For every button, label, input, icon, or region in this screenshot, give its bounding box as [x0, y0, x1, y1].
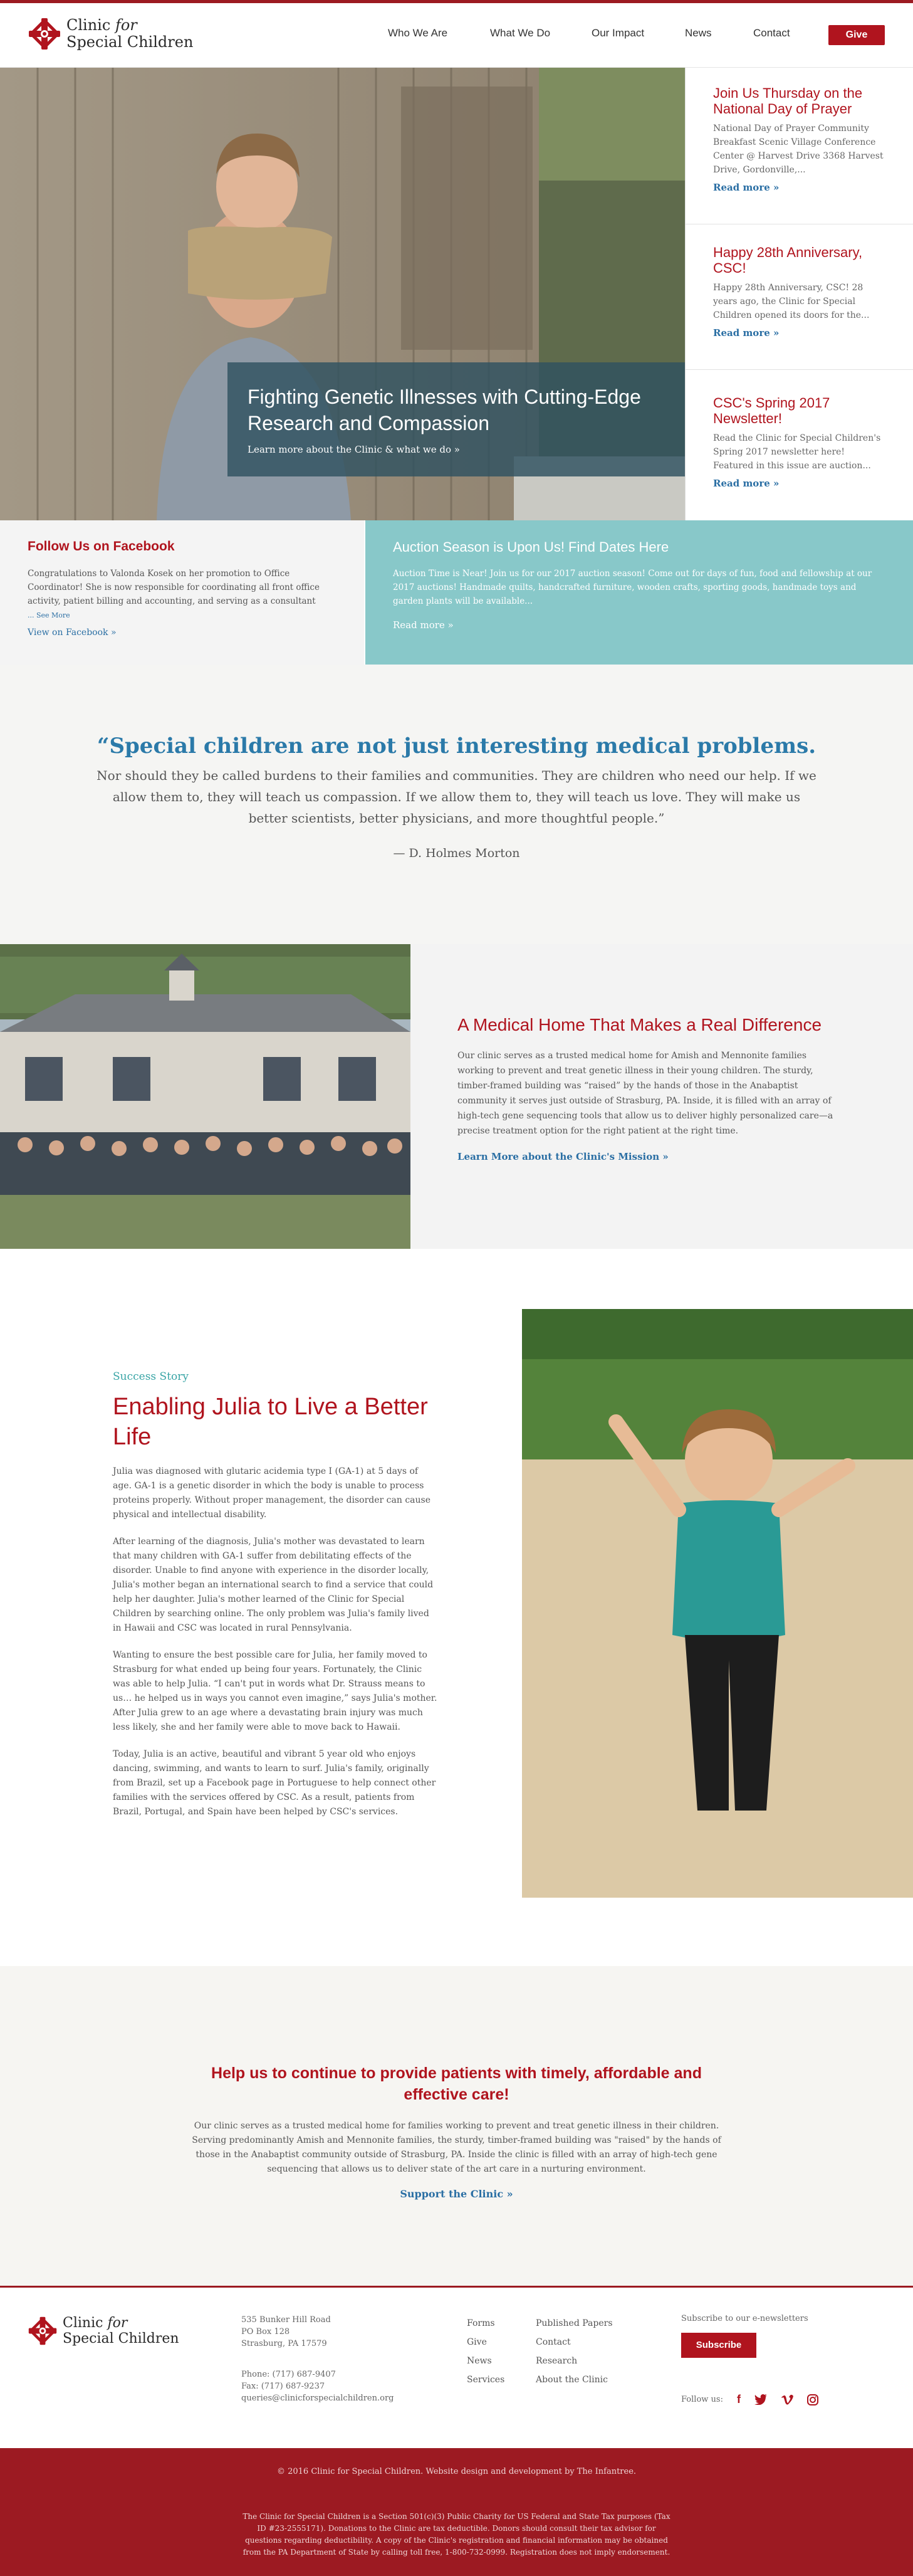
- site-footer: [0, 2286, 913, 2448]
- nav-our-impact[interactable]: Our Impact: [592, 27, 645, 39]
- subscribe-label: Subscribe to our e-newsletters: [681, 2314, 808, 2323]
- news-title[interactable]: CSC's Spring 2017 Newsletter!: [713, 395, 830, 426]
- nav-what-we-do[interactable]: What We Do: [490, 27, 551, 39]
- follow-us: [681, 2393, 818, 2406]
- phone-number: Phone: (717) 687-9407: [241, 2370, 336, 2379]
- news-excerpt: Read the Clinic for Special Children's Spring 2017 newsletter here! Featured in this issue are auction...: [713, 433, 881, 471]
- vimeo-icon[interactable]: [781, 2394, 793, 2405]
- nav-contact[interactable]: Contact: [753, 27, 790, 39]
- instagram-icon[interactable]: [807, 2394, 818, 2405]
- medical-home-panel: [410, 944, 913, 1249]
- auction-text: Auction Time is Near! Join us for our 2017 auction season! Come out for days of fun, food and fellowship at our 2017 auctions! Handmade quilts, handcrafted furniture, wooden crafts, sporting goods, handmade toys and garden plants will be available...: [393, 569, 872, 606]
- copyright-text: © 2016 Clinic for Special Children. Website design and development by The Infantree.: [276, 2467, 637, 2476]
- twitter-icon[interactable]: [754, 2394, 767, 2405]
- news-read-more-link[interactable]: Read more »: [713, 182, 780, 193]
- footer-link-about[interactable]: About the Clinic: [536, 2375, 608, 2385]
- news-item: [686, 85, 913, 224]
- view-on-facebook-link[interactable]: View on Facebook »: [28, 628, 117, 638]
- legal-footer: [0, 2448, 913, 2576]
- footer-link-give[interactable]: Give: [467, 2337, 487, 2347]
- success-story-title: Enabling Julia to Live a Better Life: [113, 1394, 428, 1450]
- facebook-title: Follow Us on Facebook: [28, 539, 175, 554]
- email-link[interactable]: queries@clinicforspecialchildren.org: [241, 2394, 394, 2403]
- success-story-section: [0, 1249, 913, 1966]
- auction-read-more-link[interactable]: Read more »: [393, 619, 454, 631]
- success-paragraph: Wanting to ensure the best possible care for Julia, her family moved to Strasburg for what ended up being four years. Fortunately, the Clinic was able to help Julia. “I can't put in words what Dr. Strauss means to us… he helped us in ways you cannot even imagine,” says Julia's mother. After Julia grew to an age where a devastating brain injury was much less likely, she and her family were able to move back to Hawaii.: [113, 1650, 437, 1732]
- facebook-post-text: [28, 567, 337, 623]
- footer-link-published-papers[interactable]: Published Papers: [536, 2318, 613, 2328]
- facebook-panel: [0, 520, 364, 665]
- facebook-see-more-link[interactable]: ... See More: [28, 611, 70, 619]
- support-title: Help us to continue to provide patients with timely, affordable and effective care!: [211, 2064, 702, 2103]
- address-line: 535 Bunker Hill Road: [241, 2315, 331, 2325]
- address-line: PO Box 128: [241, 2327, 290, 2337]
- news-read-more-link[interactable]: Read more »: [713, 327, 780, 339]
- success-paragraph: Julia was diagnosed with glutaric acidemia type I (GA-1) at 5 days of age. GA-1 is a genetic disorder in which the body is unable to process proteins properly. Without proper management, the disorder can cause physical and intellectual disability.: [113, 1466, 431, 1520]
- julia-photo-illustration: [522, 1309, 913, 1898]
- site-header: [0, 3, 913, 68]
- footer-logo[interactable]: [28, 2315, 179, 2347]
- quote-author: — D. Holmes Morton: [393, 846, 520, 860]
- clinic-photo-illustration: [0, 944, 410, 1249]
- news-item: [686, 395, 913, 520]
- clinic-building-photo: [0, 944, 410, 1249]
- address-line: Strasburg, PA 17579: [241, 2339, 327, 2348]
- medical-home-text: Our clinic serves as a trusted medical home for Amish and Mennonite families working to prevent and treat genetic illness in their young children. The sturdy, timber-framed building was “raised” by the hands of those in the Anabaptist community it serves just outside of Strasburg, PA. Inside, it is filled with an array of high-tech gene sequencing tools that allow us to deliver highly personalized care—a precise treatment option for the right patient at the right time.: [457, 1051, 833, 1136]
- nav-news[interactable]: News: [685, 27, 712, 39]
- footer-logo-text-clinic: Clinic: [63, 2315, 103, 2331]
- medical-home-title: A Medical Home That Makes a Real Difference: [457, 1015, 822, 1034]
- support-text: Our clinic serves as a trusted medical home for families working to prevent and treat genetic illness in their children. Serving predominantly Amish and Mennonite families, the sturdy, timber-framed building was "raised" by the hands of those in the Anabaptist community outside of Strasburg, PA. Inside the clinic is filled with an array of high-tech gene sequencing that allows us to deliver state of the art care in a nurturing environment.: [192, 2121, 721, 2174]
- fax-number: Fax: (717) 687-9237: [241, 2382, 325, 2391]
- news-title[interactable]: Happy 28th Anniversary, CSC!: [713, 244, 863, 276]
- footer-links-col2: [536, 2314, 613, 2389]
- auction-panel: [365, 520, 913, 665]
- give-button[interactable]: Give: [828, 25, 885, 45]
- quote-section: [0, 665, 913, 944]
- facebook-post-body: Congratulations to Valonda Kosek on her promotion to Office Coordinator! She is now responsible for coordinating all front office activity, patient billing and accounting, and serving as a consultant: [28, 569, 320, 606]
- footer-link-news[interactable]: News: [467, 2356, 492, 2366]
- clinic-mission-link[interactable]: Learn More about the Clinic's Mission »: [457, 1151, 669, 1162]
- clinic-logo-icon: [28, 2316, 58, 2346]
- news-read-more-link[interactable]: Read more »: [713, 478, 780, 489]
- footer-logo-text-special-children: Special Children: [63, 2331, 179, 2347]
- auction-title[interactable]: Auction Season is Upon Us! Find Dates Here: [393, 539, 669, 555]
- hero-learn-more-link[interactable]: Learn more about the Clinic & what we do »: [248, 444, 460, 455]
- news-sidebar: [685, 68, 913, 520]
- facebook-icon[interactable]: f: [736, 2393, 741, 2405]
- hero-caption: [227, 362, 685, 476]
- logo-text-clinic: Clinic: [66, 16, 111, 34]
- quote-body: Nor should they be called burdens to their families and communities. They are children who need our help. If we allow them to, they will teach us compassion. If we allow them to, they will teach us love. They will make us better scientists, better physicians, and more thoughtful people.”: [97, 768, 816, 826]
- quote-headline: “Special children are not just interesting medical problems.: [97, 733, 816, 759]
- success-paragraph: Today, Julia is an active, beautiful and vibrant 5 year old who enjoys dancing, swimming, and wants to learn to surf. Julia's family, originally from Brazil, set up a Facebook page in Portuguese to help connect other families with the services offered by CSC. As a result, patients from Brazil, Portugal, and Spain have been helped by CSC's services.: [113, 1749, 436, 1817]
- footer-link-forms[interactable]: Forms: [467, 2318, 495, 2328]
- logo-text-special-children: Special Children: [66, 33, 194, 51]
- nav-who-we-are[interactable]: Who We Are: [388, 27, 448, 39]
- news-item: [686, 244, 913, 370]
- footer-logo-text-for: for: [107, 2315, 128, 2331]
- subscribe-button[interactable]: Subscribe: [681, 2333, 756, 2358]
- news-excerpt: Happy 28th Anniversary, CSC! 28 years ago, the Clinic for Special Children opened its doors for the...: [713, 283, 870, 320]
- hero-heading: Fighting Genetic Illnesses with Cutting-Edge Research and Compassion: [248, 386, 641, 434]
- hero-image: [0, 68, 685, 520]
- footer-address: [241, 2314, 394, 2404]
- footer-link-research[interactable]: Research: [536, 2356, 578, 2366]
- success-paragraph: After learning of the diagnosis, Julia's mother was devastated to learn that many children with GA-1 suffer from debilitating effects of the disorder. Unable to find anyone with experience in the disorder locally, Julia's mother began an international search to find a service that could help her daughter. Julia's mother learned of the Clinic for Special Children by searching online. The only problem was Julia's family lived in Hawaii and CSC was located in rural Pennsylvania.: [113, 1537, 434, 1633]
- footer-link-services[interactable]: Services: [467, 2375, 505, 2385]
- legal-text: The Clinic for Special Children is a Section 501(c)(3) Public Charity for US Federal and State Tax purposes (Tax ID #23-2555171). Donations to the Clinic are tax deductible. Donors should consult their tax advisor for questions regarding deductibility. A copy of the Clinic's registration and financial information may be obtained from the PA Department of State by calling toll free, 1-800-732-0999. Registration does not imply endorsement.: [243, 2512, 670, 2557]
- clinic-logo-icon: [28, 17, 61, 51]
- site-logo[interactable]: [28, 17, 193, 51]
- support-clinic-link[interactable]: Support the Clinic »: [400, 2188, 513, 2200]
- logo-text-for: for: [115, 16, 137, 34]
- success-story-kicker: Success Story: [113, 1370, 189, 1383]
- julia-photo: [522, 1309, 913, 1898]
- news-excerpt: National Day of Prayer Community Breakfast Scenic Village Conference Center @ Harvest Drive 3368 Harvest Drive, Gordonville,...: [713, 124, 884, 175]
- footer-links-col1: [467, 2314, 504, 2389]
- footer-link-contact[interactable]: Contact: [536, 2337, 571, 2347]
- follow-us-label: Follow us:: [681, 2395, 723, 2404]
- support-section: [0, 1966, 913, 2286]
- news-title[interactable]: Join Us Thursday on the National Day of Prayer: [713, 85, 863, 117]
